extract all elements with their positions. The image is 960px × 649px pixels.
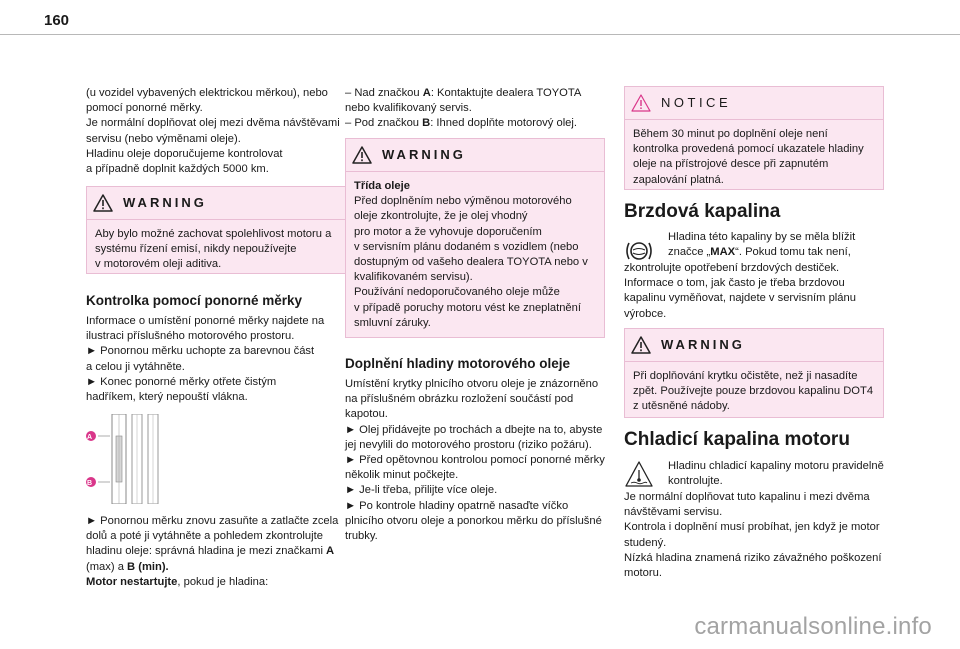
warning-text: Při doplňování krytku očistěte, než ji nasadíte zpět. Používejte pouze brzdovou kapalinu DOT4 z utěsněné nádoby. xyxy=(633,370,874,413)
warning-header xyxy=(346,139,604,172)
brake-fluid-body: zkontrolujte opotřebení brzdových destiček. Informace o tom, jak často je třeba brzdovou kapalinu vyměňovat, najdete v servisním plánu výrobce. xyxy=(624,262,856,320)
brake-fluid-heading: Brzdová kapalina xyxy=(624,201,781,222)
dipstick-check-text: ► Ponornou měrku znovu zasuňte a zatlačte zcela dolů a poté ji vytáhněte a pohledem zkontrolujte hladinu oleje: správná hladina je mezi značkami A (max) a B (min). Motor nestartujte, pokud je hladina: xyxy=(86,515,339,588)
oil-refill-heading: Doplnění hladiny motorového oleje xyxy=(345,356,571,371)
warning-title: WARNING xyxy=(123,195,207,211)
dipstick-illustration xyxy=(86,414,166,504)
intro-paragraph: (u vozidel vybavených elektrickou měrkou), nebo pomocí ponorné měrky. Je normální doplňovat olej mezi dvěma návštěvami servisu (nebo výměnami oleje). Hladinu oleje doporučujeme kontrolovat a případně doplnit každých 5000 km. xyxy=(86,87,340,176)
warning-title: WARNING xyxy=(382,147,466,163)
oil-refill-body: Umístění krytky plnicího otvoru oleje je znázorněno na příslušném obrázku rozložení součástí pod kapotou. ► Olej přidávejte po trochách a dbejte na to, abyste jej nevylili do motorového prostoru (riziko požáru). ► Před opětovnou kontrolou pomocí ponorné měrky několik minut počkejte. ► Je-li třeba, přilijte více oleje. ► Po kontrole hladiny opatrně nasaďte víčko plnicího otvoru oleje a ponorkou měrku do příslušné trubky. xyxy=(345,378,605,543)
warning-title: WARNING xyxy=(661,337,745,353)
notice-triangle-icon xyxy=(631,94,651,112)
page-number: 160 xyxy=(44,12,70,29)
marker-a-label: A xyxy=(87,434,93,441)
coolant-body: Je normální doplňovat tuto kapalinu i mezi dvěma návštěvami servisu. Kontrola i doplnění musí probíhat, jen když je motor studený. Nízká hladina znamená riziko závažného poškození motoru. xyxy=(624,491,882,580)
top-divider xyxy=(0,34,960,35)
marker-b-label: B xyxy=(87,480,93,487)
warning-header xyxy=(87,187,345,220)
warning-triangle-icon xyxy=(93,194,113,212)
dipstick-body: Informace o umístění ponorné měrky najdete na ilustraci příslušného motorového prostoru. ► Ponornou měrku uchopte za barevnou část a celou ji vytáhněte. ► Konec ponorné měrky otřete čistým hadříkem, který nepouští vlákna. xyxy=(86,315,325,404)
warning-box-additives xyxy=(86,186,346,274)
warning-box-brake xyxy=(624,328,884,418)
warning-header xyxy=(625,329,883,362)
warning-text: Před doplněním nebo výměnou motorového oleje zkontrolujte, že je olej vhodný pro motor a že vyhovuje doporučením v servisním plánu dodaném s vozidlem (nebo dostupným od vašeho dealera TOYOTA nebo v kvalifikovaném servisu). Používání nedoporučovaného oleje může v případě poruchy motoru vést ke zneplatnění smluvní záruky. xyxy=(354,195,588,329)
warning-triangle-icon xyxy=(631,336,651,354)
coolant-temperature-icon xyxy=(624,460,654,490)
notice-header xyxy=(625,87,883,120)
dipstick-heading: Kontrolka pomocí ponorné měrky xyxy=(86,293,303,308)
warning-subtitle: Třída oleje xyxy=(354,180,410,192)
warning-body xyxy=(346,172,604,339)
notice-text: Během 30 minut po doplnění oleje není kontrolka provedená pomocí ukazatele hladiny oleje na přístrojové desce při zapnutém zapalování platná. xyxy=(633,128,864,186)
brake-fluid-side-text: Hladina této kapaliny by se měla blížit značce „MAX“. Pokud tomu tak není, xyxy=(668,231,856,259)
notice-box xyxy=(624,86,884,190)
notice-title: NOTICE xyxy=(661,95,732,111)
warning-box-oil-grade xyxy=(345,138,605,338)
warning-triangle-icon xyxy=(352,146,372,164)
watermark: carmanualsonline.info xyxy=(694,613,932,640)
level-conditions: – Nad značkou A: Kontaktujte dealera TOYOTA nebo kvalifikovaný servis. – Pod značkou B: Ihned doplňte motorový olej. xyxy=(345,87,581,130)
coolant-heading: Chladicí kapalina motoru xyxy=(624,429,850,450)
coolant-side-text: Hladinu chladicí kapaliny motoru pravidelně kontrolujte. xyxy=(668,460,884,488)
warning-text: Aby bylo možné zachovat spolehlivost motoru a systému řízení emisí, nikdy nepoužívejte v motorovém oleji aditiva. xyxy=(95,228,332,271)
